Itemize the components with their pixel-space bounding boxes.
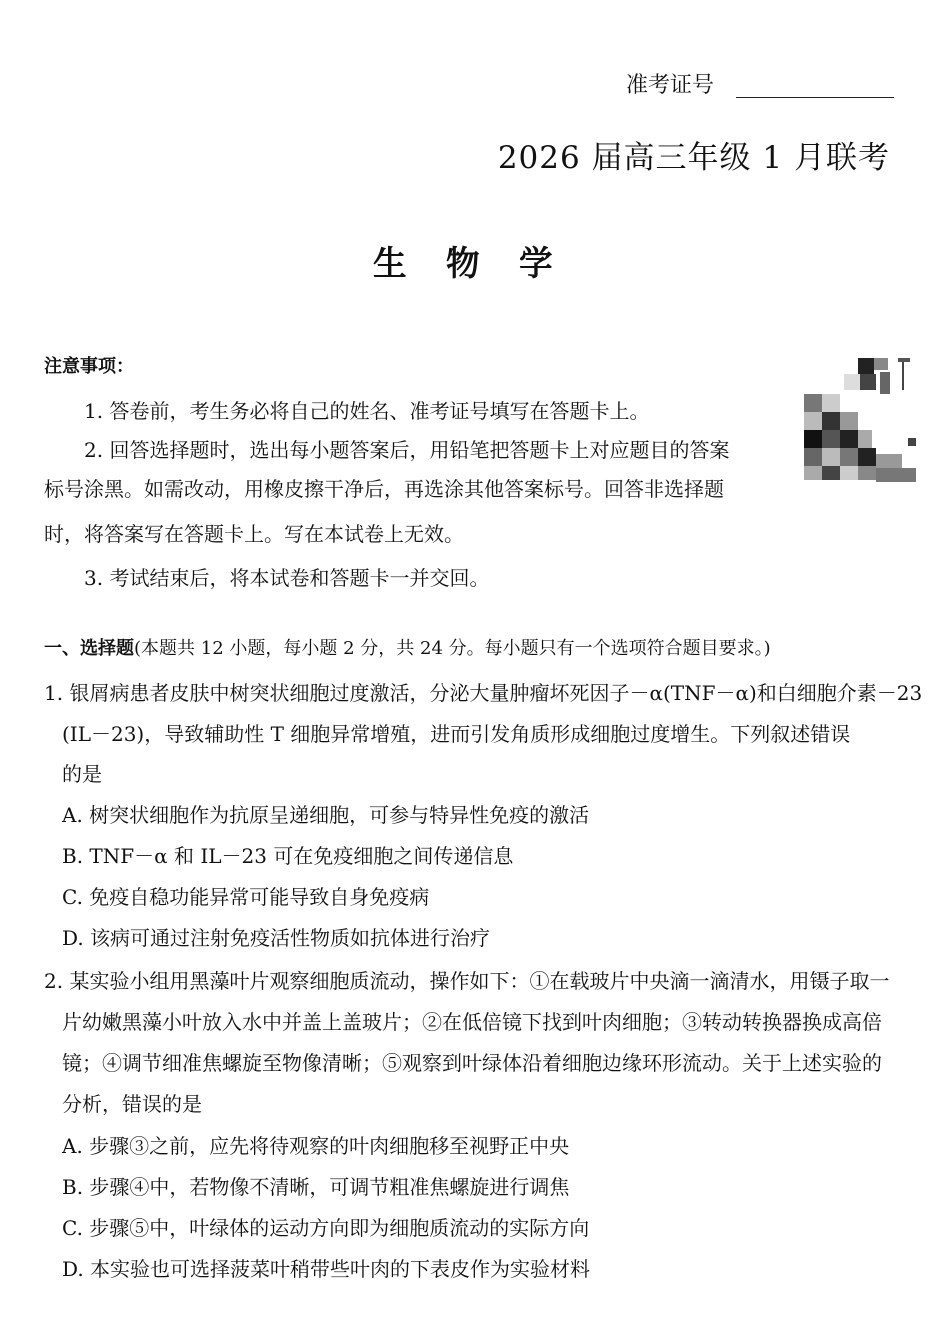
notice-item-3: 3. 考试结束后，将本试卷和答题卡一并交回。 [84,566,490,590]
question-1-line-1: 1. 银屑病患者皮肤中树突状细胞过度激活，分泌大量肿瘤坏死因子－α(TNF－α)和白细胞介素－23 [44,681,923,705]
question-1-option-b: B. TNF－α 和 IL－23 可在免疫细胞之间传递信息 [62,844,514,868]
question-2-line-3: 镜；④调节细准焦螺旋至物像清晰；⑤观察到叶绿体沿着细胞边缘环形流动。关于上述实验的 [62,1051,882,1075]
exam-id-blank[interactable] [736,97,894,98]
exam-id-label: 准考证号 [626,73,715,98]
question-2-line-1: 2. 某实验小组用黑藻叶片观察细胞质流动，操作如下：①在载玻片中央滴一滴清水，用镊子取一 [44,969,890,993]
notice-item-1: 1. 答卷前，考生务必将自己的姓名、准考证号填写在答题卡上。 [84,399,650,423]
qr-code-image [804,354,924,486]
notice-item-2-cont: 标号涂黑。如需改动，用橡皮擦干净后，再选涂其他答案标号。回答非选择题 [44,477,724,501]
section-note: (本题共 12 小题，每小题 2 分，共 24 分。每小题只有一个选项符合题目要求。) [134,638,771,659]
question-2-line-2: 片幼嫩黑藻小叶放入水中并盖上盖玻片；②在低倍镜下找到叶肉细胞；③转动转换器换成高倍 [62,1010,882,1034]
notice-item-2: 2. 回答选择题时，选出每小题答案后，用铅笔把答题卡上对应题目的答案 [84,438,730,462]
question-1-line-3: 的是 [62,762,102,786]
section-title: 一、选择题 [44,638,134,659]
notice-item-2-end: 时，将答案写在答题卡上。写在本试卷上无效。 [44,522,464,546]
question-2-line-4: 分析，错误的是 [62,1092,202,1116]
question-1-option-c: C. 免疫自稳功能异常可能导致自身免疫病 [62,885,430,909]
question-1-option-a: A. 树突状细胞作为抗原呈递细胞，可参与特异性免疫的激活 [62,803,590,827]
question-2-option-b: B. 步骤④中，若物像不清晰，可调节粗准焦螺旋进行调焦 [62,1175,570,1199]
subject-title: 生 物 学 [373,244,567,284]
question-1-line-2: (IL－23)，导致辅助性 T 细胞异常增殖，进而引发角质形成细胞过度增生。下列叙述错误 [62,722,851,746]
notice-heading: 注意事项： [44,356,134,377]
question-2-option-c: C. 步骤⑤中，叶绿体的运动方向即为细胞质流动的实际方向 [62,1216,590,1240]
question-1-option-d: D. 该病可通过注射免疫活性物质如抗体进行治疗 [62,926,491,950]
question-2-option-a: A. 步骤③之前，应先将待观察的叶肉细胞移至视野正中央 [62,1134,570,1158]
exam-title: 2026 届高三年级 1 月联考 [497,140,890,176]
section-heading [44,634,771,660]
question-2-option-d: D. 本实验也可选择菠菜叶稍带些叶肉的下表皮作为实验材料 [62,1257,591,1281]
